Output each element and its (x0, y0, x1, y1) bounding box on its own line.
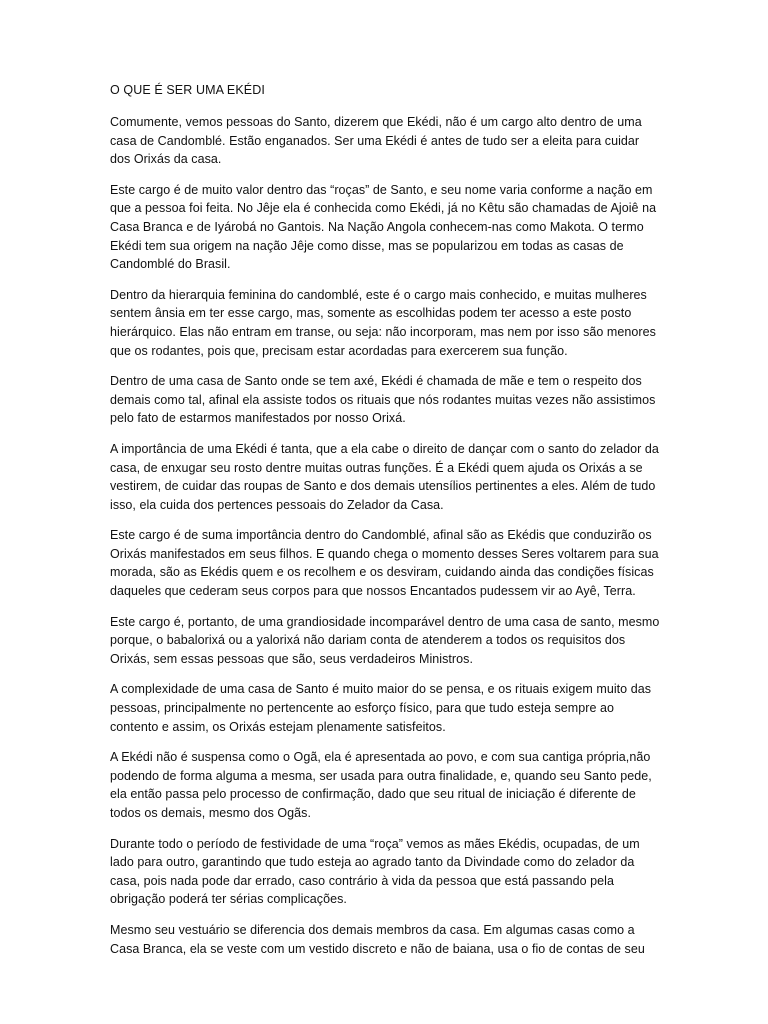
paragraph-8: A complexidade de uma casa de Santo é muito maior do se pensa, e os rituais exigem muito das pessoas, principalmente no pertencente ao esforço físico, para que tudo esteja sempre ao contento e assim, os Orixás estejam plenamente satisfeitos. (110, 682, 652, 734)
paragraph-9: A Ekédi não é suspensa como o Ogã, ela é apresentada ao povo, e com sua cantiga própria,não podendo de forma alguma a mesma, ser usada para outra finalidade, e, quando seu Santo pede, ela então passa pelo processo de confirmação, dado que seu ritual de iniciação é diferente de todos os demais, mesmo dos Ogãs. (110, 750, 652, 820)
paragraph-4: Dentro de uma casa de Santo onde se tem axé, Ekédi é chamada de mãe e tem o respeito dos demais como tal, afinal ela assiste todos os rituais que nós rodantes muitas vezes não assistimos pelo fato de estarmos manifestados por nosso Orixá. (110, 374, 656, 426)
paragraph-2: Este cargo é de muito valor dentro das “roças” de Santo, e seu nome varia conforme a nação em que a pessoa foi feita. No Jêje ela é conhecida como Ekédi, já no Kêtu são chamadas de Ajoiê na Casa Branca e de Iyárobá no Gantois. Na Nação Angola conhecem-nas como Makota. O termo Ekédi tem sua origem na nação Jêje como disse, mas se popularizou em todas as casas de Candomblé do Brasil. (110, 182, 657, 272)
paragraph-1: Comumente, vemos pessoas do Santo, dizerem que Ekédi, não é um cargo alto dentro de uma casa de Candomblé. Estão enganados. Ser uma Ekédi é antes de tudo ser a eleita para cuidar dos Orixás da casa. (110, 115, 642, 167)
paragraph-3: Dentro da hierarquia feminina do candomblé, este é o cargo mais conhecido, e muitas mulheres sentem ânsia em ter esse cargo, mas, somente as escolhidas podem ter acesso a este posto hierárquico. Elas não entram em transe, ou seja: não incorporam, mas nem por isso são menores que os rodantes, pois que, precisam estar acordadas para exercerem sua função. (110, 287, 656, 358)
paragraph-5: A importância de uma Ekédi é tanta, que a ela cabe o direito de dançar com o santo do zelador da casa, de enxugar seu rosto dentre muitas outras funções. É a Ekédi quem ajuda os Orixás a se vestirem, de cuidar das roupas de Santo e dos demais utensílios pertinentes a eles. Além de tudo isso, ela cuida dos pertences pessoais do Zelador da Casa. (110, 441, 659, 512)
paragraph-10: Durante todo o período de festividade de uma “roça” vemos as mães Ekédis, ocupadas, de um lado para outro, garantindo que tudo esteja ao agrado tanto da Divindade como do zelador da casa, pois nada pode dar errado, caso contrário à vida da pessoa que está passando pela obrigação poderá ter sérias complicações. (110, 836, 640, 907)
paragraph-11: Mesmo seu vestuário se diferencia dos demais membros da casa. Em algumas casas como a Casa Branca, ela se veste com um vestido discreto e não de baiana, usa o fio de contas de seu (110, 922, 645, 956)
document-title: O QUE É SER UMA EKÉDI (110, 83, 265, 97)
paragraph-7: Este cargo é, portanto, de uma grandiosidade incomparável dentro de uma casa de santo, mesmo porque, o babalorixá ou a yalorixá não dariam conta de atenderem a todos os requisitos dos Orixás, sem essas pessoas que são, seus verdadeiros Ministros. (110, 614, 660, 666)
document-body (110, 80, 660, 1024)
paragraph-6: Este cargo é de suma importância dentro do Candomblé, afinal são as Ekédis que conduzirão os Orixás manifestados em seus filhos. E quando chega o momento desses Seres voltarem para sua morada, são as Ekédis quem e os recolhem e os desviram, cuidando ainda das condições físicas daqueles que cederam seus corpos para que nossos Encantados pudessem vir ao Ayê, Terra. (110, 528, 659, 599)
